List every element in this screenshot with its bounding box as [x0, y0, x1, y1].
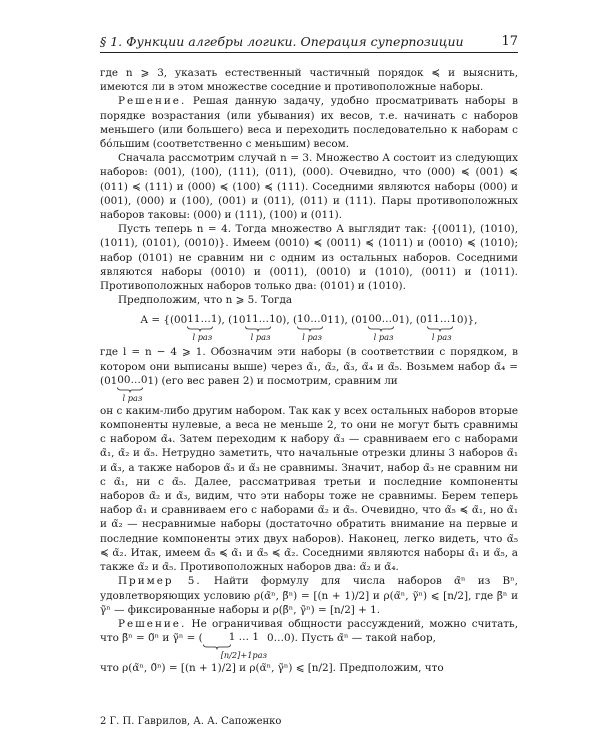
alpha4-under: l раз	[122, 392, 143, 403]
formula-s5-over: 11…1	[426, 313, 457, 326]
solution-2-text: Не ограничивая общности рассуждений, можно считать, что β̃ⁿ = 0̃ⁿ и γ̃ⁿ = (	[100, 617, 518, 645]
page-number: 17	[501, 34, 518, 49]
page-body	[100, 66, 518, 675]
paragraph-n3: Сначала рассмотрим случай n = 3. Множество A состоит из следующих наборов: (001), (100), (111), (011), (000). Очевидно, что (000) ≼ (001) ≼ (011) ≼ (111) и (000) ≼ (100) ≼ (111). Соседними являются наборы (000) и (001), (000) и (100), (001) и (011), (011) и (111). Пары противоположных наборов таковы: (000) и (111), (100) и (011).	[100, 152, 518, 222]
formula-s5-post: 0)},	[456, 314, 478, 327]
formula-lhs: A = {(	[140, 314, 175, 327]
paragraph-1: где n ⩾ 3, указать естественный частичный порядок ≼ и выяснить, имеются ли в этом множестве соседние и противоположные наборы.	[100, 67, 518, 94]
solution-2-post: 0…0). Пусть α̃ⁿ — такой набор,	[267, 632, 436, 645]
underbrace-5	[427, 313, 457, 343]
gamma-under: [n/2]+1раз	[220, 650, 267, 661]
gamma-over: 1 … 1	[228, 631, 259, 644]
paragraph-solution	[100, 94, 518, 151]
solution-text: Решая данную задачу, удобно просматривать наборы в порядке возрастания (или убывания) их весов, т.е. начинать с наборов меньшего (или большего) веса и переходить последовательно к наборам с бо́льшим (соответственно с меньшим) весом.	[100, 95, 518, 151]
formula-under-2: l раз	[250, 332, 271, 343]
example-text: Найти формулу для числа наборов α̃ⁿ из Bⁿ, удовлетворяющих условию ρ(α̃ⁿ, β̃ⁿ) = [(n + 1)/2] и ρ(α̃ⁿ, γ̃ⁿ) ⩽ [n/2], где β̃ⁿ и γ̃ⁿ — фиксированные наборы и ρ(β̃ⁿ, γ̃ⁿ) = [n/2] + 1.	[100, 575, 518, 616]
running-title: § 1. Функции алгебры логики. Операция суперпозиции	[100, 34, 464, 49]
formula-s2-over: 11…1	[245, 313, 276, 326]
formula-s4-over: 00…0	[368, 313, 399, 326]
paragraph-n4: Пусть теперь n = 4. Тогда множество A выглядит так: {(0011), (1010), (1011), (0101), (0010)}. Имеем (0010) ≼ (0011) ≼ (1011) и (0010) ≼ (1010); набор (0101) не сравним ни с одним из остальных наборов. Соседними являются наборы (0010) и (0011), (0010) и (1010), (0011) и (1011). Противоположных наборов только два: (0101) и (1010).	[100, 223, 518, 293]
notation-text: где l = n − 4 ⩾ 1. Обозначим эти наборы (в соответствии с порядком, в котором они выписаны выше) через α̃₁, α̃₂, α̃₃, α̃₄ и α̃₅. Возьмем набор	[100, 346, 518, 373]
running-header	[100, 34, 518, 53]
footer-signature: 2 Г. П. Гаврилов, А. А. Сапоженко	[100, 716, 282, 727]
underbrace-3	[297, 313, 327, 343]
formula-s1-post: ), (	[217, 314, 233, 327]
formula-s5-pre: 0	[419, 314, 427, 327]
formula-under-4: l раз	[373, 332, 394, 343]
underbrace-gamma	[203, 631, 267, 661]
underbrace-4	[368, 313, 398, 343]
formula-s1-over: 11…1	[187, 313, 218, 326]
formula-s4-post: 1), (	[398, 314, 420, 327]
notation-tail: (его вес равен 2) и посмотрим, сравним ли	[158, 374, 398, 387]
alpha4-lhs: α̃₄ = (	[100, 360, 518, 387]
formula-under-1: l раз	[192, 332, 213, 343]
formula-s2-pre: 10	[232, 314, 246, 327]
paragraph-example	[100, 574, 518, 617]
formula-s3-post: 11), (	[327, 314, 356, 327]
underbrace-2	[245, 313, 275, 343]
paragraph-notation	[100, 345, 518, 403]
formula-s4-pre: 01	[355, 314, 369, 327]
solution-label: Решение.	[118, 95, 187, 108]
alpha4-pre: 01	[104, 374, 118, 387]
formula-under-3: l раз	[302, 332, 323, 343]
alpha4-post: 1)	[147, 374, 159, 387]
formula-s1-pre: 00	[174, 314, 188, 327]
paragraph-solution-2	[100, 617, 518, 661]
paragraph-analysis: он с каким-либо другим набором. Так как у всех остальных наборов вторые компоненты нулевые, а веса не меньше 2, то они не могут быть сравнимы с набором α̃₄. Затем переходим к набору α̃₃ — сравниваем его с наборами α̃₁, α̃₂ и α̃₅. Нетрудно заметить, что начальные отрезки длины 3 наборов α̃₁ и α̃₃, а также наборов α̃₅ и α̃₃ не сравнимы. Значит, набор α̃₃ не сравним ни с α̃₁, ни с α̃₅. Далее, рассматривая третьи и последние компоненты наборов α̃₂ и α̃₃, видим, что эти наборы тоже не сравнимы. Берем теперь набор α̃₁ и сравниваем его с наборами α̃₂ и α̃₅. Очевидно, что α̃₅ ≼ α̃₁, но α̃₁ и α̃₂ — несравнимые наборы (достаточно обратить внимание на первые и последние компоненты этих двух наборов). Наконец, легко видеть, что α̃₅ ≼ α̃₂. Итак, имеем α̃₅ ≼ α̃₁ и α̃₅ ≼ α̃₂. Соседними являются наборы α̃₁ и α̃₅, а также α̃₂ и α̃₅. Противоположных наборов два: α̃₂ и α̃₄.	[100, 404, 518, 574]
formula-under-5: l раз	[431, 332, 452, 343]
paragraph-last: что ρ(α̃ⁿ, 0̃ⁿ) = [(n + 1)/2] и ρ(α̃ⁿ, γ̃ⁿ) ⩽ [n/2]. Предположим, что	[100, 662, 444, 675]
underbrace-alpha4	[117, 374, 147, 404]
solution-label-2: Решение.	[118, 617, 187, 630]
alpha4-over: 00…0	[117, 373, 148, 386]
paragraph-n5: Предположим, что n ⩾ 5. Тогда	[118, 294, 293, 307]
underbrace-1	[187, 313, 217, 343]
set-formula	[100, 313, 518, 343]
example-label: Пример 5.	[118, 575, 202, 588]
formula-s3-over: 10…0	[297, 313, 328, 326]
formula-s2-post: 0), (	[275, 314, 298, 327]
